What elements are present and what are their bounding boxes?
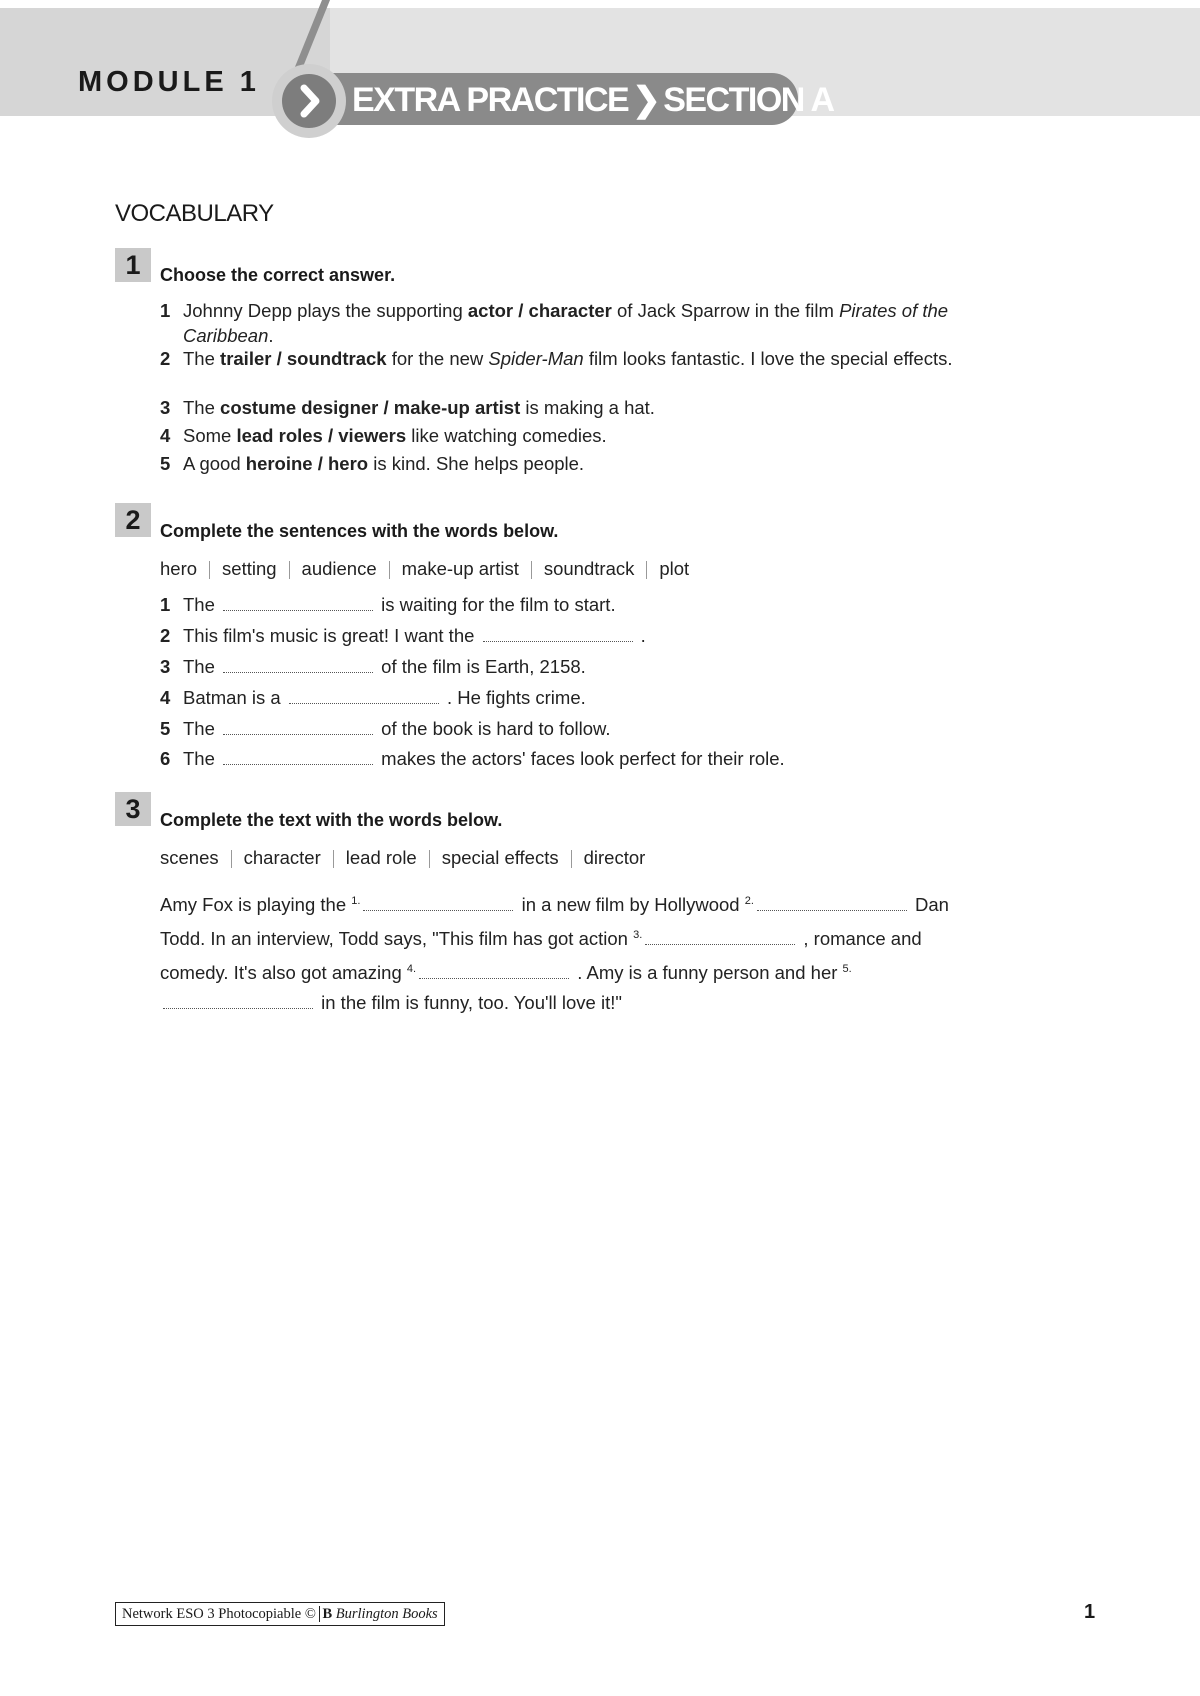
word-separator	[571, 850, 572, 868]
question-text	[183, 716, 980, 741]
word-separator	[289, 561, 290, 579]
text-fragment: .	[268, 325, 274, 346]
text-fragment: A good	[183, 453, 246, 474]
answer-options[interactable]: costume designer / make-up artist	[220, 397, 521, 418]
text-fragment: , romance and comedy. It's also got amazing	[160, 928, 922, 984]
question-number: 1	[160, 594, 171, 615]
text-fragment: like watching comedies.	[406, 425, 607, 446]
footer-brand: Burlington Books	[335, 1606, 438, 1622]
answer-blank[interactable]	[223, 596, 373, 611]
question-number: 2	[160, 348, 171, 369]
question-item	[160, 716, 980, 741]
text-fragment: film looks fantastic. I love the special effects.	[583, 348, 953, 369]
answer-blank[interactable]	[757, 896, 907, 911]
word-option: director	[583, 847, 646, 868]
text-fragment: Dan Todd. In an interview, Todd says, "This film has got action	[160, 894, 949, 950]
exercise-instruction: Choose the correct answer.	[160, 265, 396, 285]
question-item	[160, 423, 980, 448]
exercise-number: 3	[115, 792, 151, 826]
text-fragment: . Amy is a funny person and her	[572, 962, 843, 984]
gap-number: 3.	[633, 929, 643, 942]
word-separator	[231, 850, 232, 868]
question-text	[183, 423, 980, 448]
word-separator	[646, 561, 647, 579]
gap-number: 2.	[744, 895, 754, 907]
question-item	[160, 746, 980, 771]
word-option: scenes	[160, 847, 219, 868]
answer-options[interactable]: trailer / soundtrack	[220, 348, 387, 369]
answer-options[interactable]: lead roles / viewers	[236, 425, 407, 446]
gap-number: 1.	[351, 895, 361, 907]
question-text	[183, 346, 980, 371]
question-text	[183, 592, 980, 617]
word-box	[160, 558, 689, 580]
answer-blank[interactable]	[223, 658, 373, 673]
answer-blank[interactable]	[163, 994, 313, 1009]
answer-blank[interactable]	[363, 896, 513, 911]
word-option: special effects	[441, 847, 559, 868]
text-fragment: . He fights crime.	[441, 687, 586, 708]
word-option: make-up artist	[401, 558, 519, 579]
text-fragment: The	[183, 348, 221, 369]
word-option: character	[243, 847, 321, 868]
question-number: 6	[160, 748, 171, 769]
text-fragment: of the book is hard to follow.	[376, 718, 611, 739]
answer-blank[interactable]	[419, 964, 569, 979]
answer-options[interactable]: actor / character	[467, 300, 612, 321]
text-fragment: of Jack Sparrow in the film	[611, 300, 840, 321]
text-fragment: Johnny Depp plays the supporting	[183, 300, 468, 321]
question-item	[160, 395, 980, 420]
answer-blank[interactable]	[645, 930, 795, 945]
gap-number: 5.	[842, 963, 852, 976]
word-option: lead role	[345, 847, 417, 868]
text-fragment: Batman is a	[183, 687, 286, 708]
chevron-separator-icon: ❯	[632, 81, 660, 119]
exercise-number: 1	[115, 248, 151, 282]
question-item	[160, 623, 980, 648]
footer-copyright	[115, 1602, 445, 1626]
text-fragment: This film's music is great! I want the	[183, 625, 480, 646]
question-item	[160, 592, 980, 617]
word-separator	[333, 850, 334, 868]
answer-blank[interactable]	[289, 689, 439, 704]
exercise-instruction: Complete the text with the words below.	[160, 810, 503, 830]
text-fragment: in a new film by Hollywood	[516, 894, 745, 916]
gap-number: 4.	[406, 963, 417, 976]
text-fragment: The	[183, 656, 221, 677]
question-number: 5	[160, 718, 171, 739]
answer-blank[interactable]	[223, 750, 373, 765]
word-option: setting	[222, 558, 277, 579]
section-label: SECTION A	[663, 81, 834, 119]
text-fragment: The	[183, 594, 221, 615]
question-number: 4	[160, 425, 171, 446]
question-number: 2	[160, 625, 171, 646]
section-title: VOCABULARY	[115, 200, 274, 227]
question-number: 3	[160, 397, 171, 418]
word-separator	[209, 561, 210, 579]
question-text	[183, 298, 980, 348]
text-fragment: of the film is Earth, 2158.	[376, 656, 586, 677]
question-text	[183, 395, 980, 420]
word-option: audience	[301, 558, 377, 579]
text-fragment: is making a hat.	[520, 397, 655, 418]
question-text	[183, 451, 980, 476]
question-number: 5	[160, 453, 171, 474]
exercise-number: 2	[115, 503, 151, 537]
text-fragment: The	[183, 397, 221, 418]
question-text	[183, 685, 980, 710]
text-fragment: makes the actors' faces look perfect for their role.	[376, 748, 785, 769]
question-item	[160, 298, 980, 348]
question-item	[160, 685, 980, 710]
question-number: 3	[160, 656, 171, 677]
word-separator	[429, 850, 430, 868]
exercise-instruction: Complete the sentences with the words below.	[160, 521, 559, 541]
question-item	[160, 346, 980, 371]
question-text	[183, 623, 980, 648]
word-separator	[389, 561, 390, 579]
question-text	[183, 654, 980, 679]
text-fragment: for the new	[386, 348, 489, 369]
module-title: MODULE 1	[78, 66, 260, 98]
text-fragment: Some	[183, 425, 237, 446]
question-number: 4	[160, 687, 171, 708]
text-fragment: is waiting for the film to start.	[376, 594, 616, 615]
question-item	[160, 654, 980, 679]
answer-blank[interactable]	[483, 627, 633, 642]
footer-prefix: Network ESO 3 Photocopiable ©	[122, 1606, 316, 1622]
chevron-right-icon	[282, 74, 336, 128]
word-separator	[531, 561, 532, 579]
extra-practice-label: EXTRA PRACTICE	[352, 81, 629, 119]
word-option: soundtrack	[543, 558, 635, 579]
question-text	[183, 746, 980, 771]
text-fragment: The	[183, 748, 221, 769]
word-option: plot	[659, 558, 690, 579]
text-fragment: .	[635, 625, 646, 646]
page-number: 1	[1084, 1601, 1096, 1623]
question-number: 1	[160, 300, 171, 321]
answer-blank[interactable]	[223, 720, 373, 735]
word-option: hero	[160, 558, 198, 579]
text-fragment: Spider-Man	[488, 348, 584, 369]
section-heading	[352, 80, 834, 120]
gap-fill-paragraph	[160, 886, 980, 1018]
text-fragment: The	[183, 718, 221, 739]
answer-options[interactable]: heroine / hero	[245, 453, 369, 474]
word-box	[160, 847, 645, 869]
text-fragment: Amy Fox is playing the	[160, 894, 352, 916]
burlington-logo-icon: B	[319, 1606, 332, 1622]
text-fragment: in the film is funny, too. You'll love it!"	[316, 992, 622, 1014]
text-fragment: Pirates of the Caribbean	[183, 300, 949, 346]
question-item	[160, 451, 980, 476]
text-fragment: is kind. She helps people.	[368, 453, 585, 474]
